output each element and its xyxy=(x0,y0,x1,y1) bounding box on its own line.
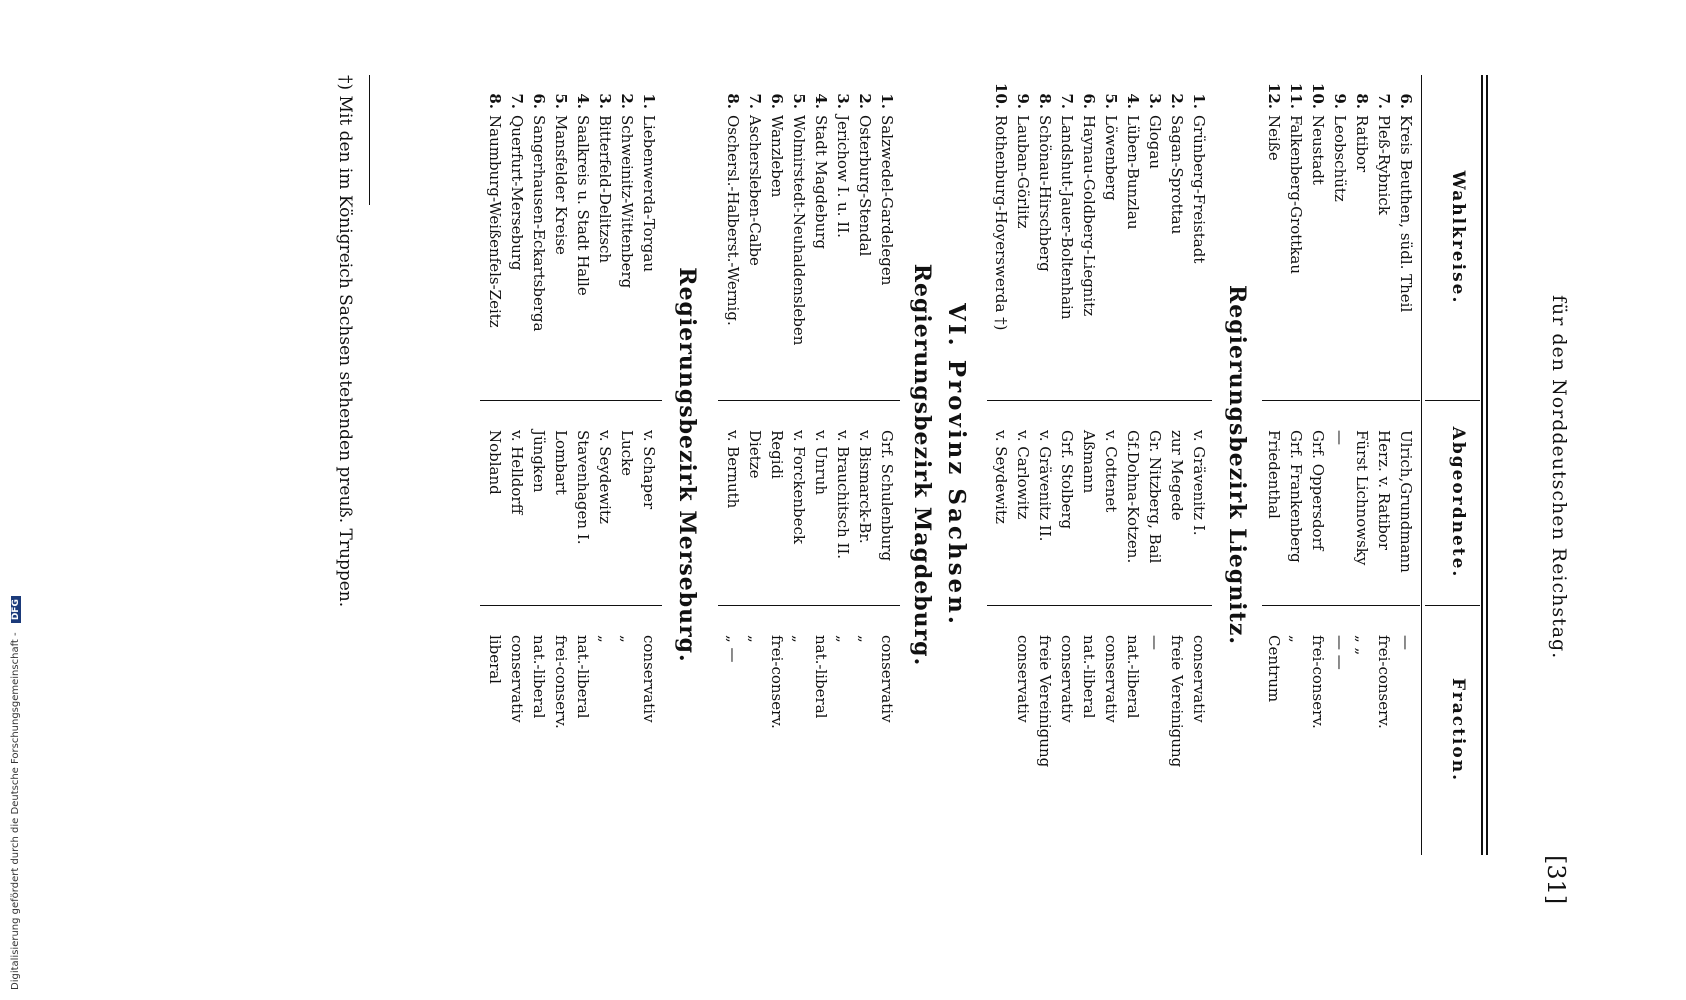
table-row: 4. Lüben-Bunzlau Gf.Dohna-Kotzen. nat.-liberal xyxy=(1124,93,1142,719)
table-row: 2. Osterburg-Stendal v. Bismarck-Br. „ xyxy=(856,93,874,643)
table-row: 6. Kreis Beuthen, südl. Theil Ulrich,Grundmann — xyxy=(1397,93,1415,650)
table-row: 3. Glogau Gr. Nitzberg, Bail — xyxy=(1146,93,1164,650)
table-row: 8. Naumburg-Weißenfels-Zeitz Nobland liberal xyxy=(486,93,504,684)
table-row: 1. Liebenwerda-Torgau v. Schaper conservativ xyxy=(640,93,658,723)
table-row: 5. Löwenberg v. Cottenet conservativ xyxy=(1102,93,1120,723)
table-row: 12. Neiße Friedenthal Centrum xyxy=(1265,82,1283,703)
footnote-rule xyxy=(369,75,370,205)
footnote: †) Mit den im Königreich Sachsen stehenden preuß. Truppen. xyxy=(335,75,355,608)
section-heading-liegnitz: Regierungsbezirk Liegnitz. xyxy=(1224,285,1250,645)
table-row: 3. Bitterfeld-Delitzsch v. Seydewitz „ xyxy=(596,93,614,643)
header-divider-2 xyxy=(1425,605,1480,606)
table-row: 7. Landshut-Jauer-Boltenhain Grf. Stolberg conservativ xyxy=(1058,93,1076,723)
dfg-logo: DFG xyxy=(11,596,21,623)
header-rule-top-2 xyxy=(1481,75,1483,855)
running-head-title: für den Norddeutschen Reichstag. xyxy=(1548,295,1570,660)
header-divider-1 xyxy=(1425,400,1480,401)
table-row: 2. Schweinitz-Wittenberg Lucke „ xyxy=(618,93,636,643)
table-row: 1. Grünberg-Freistadt v. Grävenitz I. conservativ xyxy=(1190,93,1208,723)
credit-text: Digitalisierung gefördert durch die Deutsche Forschungsgemeinschaft - xyxy=(10,632,21,990)
table-row: 9. Lauban-Görlitz v. Carlowitz conservativ xyxy=(1014,93,1032,723)
column-header-wahlkreise: Wahlkreise. xyxy=(1448,170,1468,305)
table-row: 6. Sangerhausen-Eckartsberga Jüngken nat.-liberal xyxy=(530,93,548,719)
scanned-page xyxy=(140,55,1580,935)
table-row: 4. Saalkreis u. Stadt Halle Stavenhagen I. nat.-liberal xyxy=(574,93,592,719)
page-number: [31] xyxy=(1542,855,1570,905)
table-row: 10. Rothenburg-Hoyerswerda †) v. Seydewitz xyxy=(992,82,1010,524)
digitization-credit xyxy=(0,0,20,1000)
table-row: 3. Jerichow I. u. II. v. Brauchitsch II. „ xyxy=(834,93,852,643)
table-row: 8. Oschersl.-Halberst.-Wernig. v. Bernuth „ — xyxy=(724,93,742,663)
running-head xyxy=(1530,55,1570,935)
table-row: 7. Querfurt-Merseburg v. Helldorff conservativ xyxy=(508,93,526,723)
header-rule-bottom xyxy=(1421,75,1422,855)
table-row: 6. Wanzleben Regidi frei-conserv. xyxy=(768,93,786,729)
header-rule-top xyxy=(1486,75,1488,855)
table-row: 9. Leobschütz — — — xyxy=(1331,93,1349,670)
column-header-abgeordnete: Abgeordnete. xyxy=(1448,426,1468,579)
province-heading: VI. Provinz Sachsen. xyxy=(943,303,970,627)
table-row: 8. Schönau-Hirschberg v. Grävenitz II. freie Vereinigung xyxy=(1036,93,1054,768)
table-row: 7. Aschersleben-Calbe Dietze „ xyxy=(746,93,764,643)
table-row: 5. Mansfelder Kreise Lombart frei-conserv. xyxy=(552,93,570,729)
column-header-fraction: Fraction. xyxy=(1448,677,1468,783)
section-heading-merseburg: Regierungsbezirk Merseburg. xyxy=(674,267,700,663)
table-row: 7. Pleß-Rybnick Herz. v. Ratibor frei-conserv. xyxy=(1375,93,1393,729)
table-row: 8. Ratibor Fürst Lichnowsky „ „ xyxy=(1353,93,1371,656)
table-row: 11. Falkenberg-Grottkau Grf. Frankenberg „ xyxy=(1287,82,1305,643)
table-row: 10. Neustadt Grf. Oppersdorf frei-conserv. xyxy=(1309,82,1327,729)
table-row: 4. Stadt Magdeburg v. Unruh nat.-liberal xyxy=(812,93,830,719)
table-row: 2. Sagan-Sprottau zur Megede freie Vereinigung xyxy=(1168,93,1186,768)
section-heading-magdeburg: Regierungsbezirk Magdeburg. xyxy=(909,263,935,667)
table-row: 6. Haynau-Goldberg-Liegnitz Aßmann nat.-liberal xyxy=(1080,93,1098,719)
table-row: 5. Wolmirstedt-Neuhaldensleben v. Forckenbeck „ xyxy=(790,93,808,643)
table-row: 1. Salzwedel-Gardelegen Grf. Schulenburg conservativ xyxy=(878,93,896,723)
